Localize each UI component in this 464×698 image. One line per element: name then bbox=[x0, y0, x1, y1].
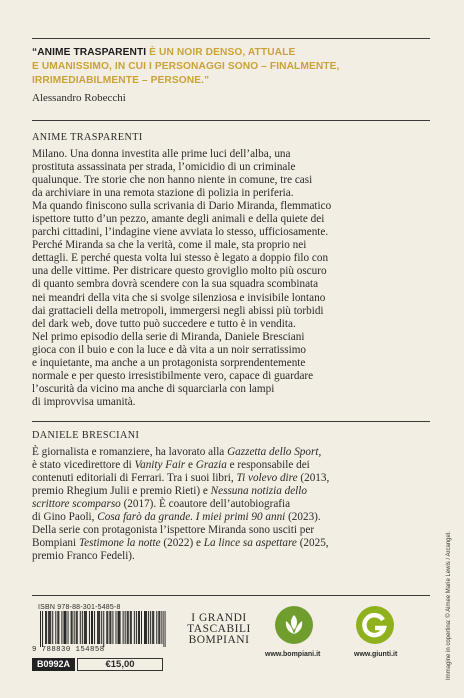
bio-text: (2023). bbox=[285, 511, 321, 524]
barcode-bar bbox=[165, 611, 166, 647]
bio-text: (2017). È coautore dell’autobiografia bbox=[120, 498, 291, 511]
barcode-bar bbox=[94, 611, 95, 644]
bio-text: (2025, bbox=[296, 537, 329, 550]
bio-title: La lince sa aspettare bbox=[203, 537, 297, 550]
synopsis-line: Nel primo episodio della serie di Miranda, Daniele Bresciani bbox=[32, 330, 305, 343]
barcode-bar bbox=[52, 611, 53, 644]
barcode-bar bbox=[159, 611, 160, 644]
barcode-bar bbox=[146, 611, 147, 644]
barcode-bar bbox=[63, 611, 64, 644]
barcode-bar bbox=[136, 611, 137, 644]
barcode-bar bbox=[49, 611, 50, 644]
bio-text: e responsabile dei bbox=[226, 459, 310, 472]
barcode-bar bbox=[80, 611, 81, 644]
bio-text: è stato vicedirettore di bbox=[32, 459, 135, 472]
barcode-digits: 9 788830 154858 bbox=[32, 646, 105, 654]
barcode-bar bbox=[119, 611, 120, 644]
barcode-bar bbox=[68, 611, 69, 644]
series-line: I GRANDI bbox=[191, 612, 247, 624]
barcode-bar bbox=[145, 611, 146, 644]
cover-credit: Immagine in copertina: © Aimee Marie Lewis / Arcangel. bbox=[446, 531, 452, 680]
quote-text-2: E UMANISSIMO, IN CUI I PERSONAGGI SONO – FINALMENTE, bbox=[32, 61, 340, 73]
bio-title: Grazia bbox=[195, 459, 227, 472]
barcode-bar bbox=[89, 611, 90, 644]
synopsis-line: dai grattacieli della metropoli, immergersi negli abissi più torbidi bbox=[32, 304, 324, 317]
barcode-bar bbox=[107, 611, 108, 644]
barcode-bar bbox=[42, 611, 43, 647]
synopsis-line: normale e per questo irresistibilmente vero, capace di guardare bbox=[32, 369, 314, 382]
footer-rule bbox=[32, 595, 430, 596]
bio-text: (2022) e bbox=[160, 537, 204, 550]
synopsis-line: da archiviare in una remota stazione di polizia in periferia. bbox=[32, 187, 294, 200]
bompiani-url: www.bompiani.it bbox=[265, 651, 321, 658]
synopsis-line: gioca con il buio e con la luce e dà vita a un noir serratissimo bbox=[32, 343, 307, 356]
barcode-bar bbox=[91, 611, 92, 644]
barcode-bar bbox=[101, 611, 102, 644]
barcode bbox=[40, 611, 166, 647]
synopsis-line: Milano. Una donna investita alle prime luci dell’alba, una bbox=[32, 148, 291, 160]
barcode-bar bbox=[112, 611, 113, 644]
barcode-bar bbox=[153, 611, 154, 644]
bio-title: Gazzetta dello Sport bbox=[227, 446, 319, 458]
barcode-bar bbox=[128, 611, 129, 644]
barcode-bar bbox=[84, 611, 85, 644]
barcode-bar bbox=[134, 611, 135, 644]
barcode-bar bbox=[85, 611, 86, 644]
barcode-bar bbox=[45, 611, 46, 644]
bompiani-logo-icon bbox=[275, 606, 313, 644]
barcode-bar bbox=[123, 611, 124, 644]
barcode-bar bbox=[48, 611, 49, 644]
bio-text: , bbox=[318, 446, 322, 458]
synopsis bbox=[32, 148, 442, 409]
top-rule bbox=[32, 38, 430, 39]
synopsis-line: prostituta assassinata per strada, l’omicidio di un criminale bbox=[32, 161, 296, 174]
quote-text-1: È UN NOIR DENSO, ATTUALE bbox=[146, 47, 296, 58]
series-logo bbox=[183, 613, 255, 646]
bio-text: di Gino Paoli, bbox=[32, 511, 98, 524]
bio-text: premio Franco Fedeli). bbox=[32, 550, 135, 563]
synopsis-line: parchi cittadini, l’indagine viene avviata lo stesso, ufficiosamente. bbox=[32, 226, 329, 239]
bio-rule bbox=[32, 421, 430, 422]
bio-text: contenuti editoriali di Ferrari. Tra i suoi libri, bbox=[32, 472, 237, 485]
barcode-bar bbox=[161, 611, 162, 644]
barcode-bar bbox=[103, 611, 104, 647]
isbn-label: ISBN 978-88-301-5485-8 bbox=[38, 604, 121, 611]
barcode-bar bbox=[77, 611, 78, 644]
quote-text-3: IRRIMEDIABILMENTE – PERSONE.” bbox=[32, 75, 210, 87]
barcode-bar bbox=[72, 611, 73, 644]
price: €15,00 bbox=[77, 658, 163, 671]
barcode-bar bbox=[152, 611, 153, 644]
barcode-bar bbox=[156, 611, 157, 644]
bio-text: premio Rhegium Julii e premio Rieti) e bbox=[32, 485, 211, 498]
bio-text: Bompiani bbox=[32, 537, 79, 550]
barcode-bar bbox=[98, 611, 99, 644]
barcode-bar bbox=[109, 611, 110, 644]
barcode-bar bbox=[125, 611, 126, 644]
bio-title: Testimone la notte bbox=[78, 537, 161, 550]
barcode-bar bbox=[106, 611, 107, 644]
barcode-bar bbox=[97, 611, 98, 644]
synopsis-line: del dark web, dove tutto può succedere e tutto è in vendita. bbox=[32, 317, 296, 330]
synopsis-line: Perché Miranda sa che la verità, come il male, sta proprio nei bbox=[32, 239, 307, 252]
barcode-bar bbox=[46, 611, 47, 644]
barcode-bar bbox=[99, 611, 100, 644]
bio-title: Nessuna notizia dello bbox=[210, 485, 307, 498]
barcode-bar bbox=[82, 611, 83, 644]
barcode-bar bbox=[110, 611, 111, 644]
bio-title: scrittore scomparso bbox=[32, 498, 121, 511]
barcode-bar bbox=[127, 611, 128, 644]
barcode-bar bbox=[64, 611, 65, 644]
synopsis-line: e inquietante, ma anche a un protagonista sorprendentemente bbox=[32, 356, 306, 369]
quote-author: Alessandro Robecchi bbox=[32, 92, 126, 104]
barcode-bar bbox=[141, 611, 142, 644]
synopsis-line: una delle vittime. Per districare questo groviglio molto più oscuro bbox=[32, 265, 327, 278]
barcode-bar bbox=[71, 611, 72, 644]
barcode-bar bbox=[40, 611, 41, 647]
giunti-logo-icon bbox=[356, 606, 394, 644]
product-code: B0992A bbox=[32, 658, 75, 671]
barcode-bar bbox=[66, 611, 67, 644]
book-title-heading: ANIME TRASPARENTI bbox=[32, 132, 143, 143]
author-bio bbox=[32, 446, 442, 563]
barcode-bar bbox=[148, 611, 149, 644]
barcode-bar bbox=[120, 611, 121, 644]
bio-text: È giornalista e romanziere, ha lavorato alla bbox=[32, 446, 228, 458]
synopsis-line: di improvvisa umanità. bbox=[32, 395, 136, 408]
barcode-bar bbox=[57, 611, 58, 644]
series-line: TASCABILI bbox=[187, 623, 251, 635]
barcode-bar bbox=[58, 611, 59, 644]
barcode-bar bbox=[139, 611, 140, 644]
giunti-url: www.giunti.it bbox=[354, 651, 398, 658]
barcode-bar bbox=[50, 611, 51, 644]
barcode-bar bbox=[138, 611, 139, 644]
barcode-bar bbox=[61, 611, 62, 644]
synopsis-line: Ma quando finiscono sulla scrivania di Dario Miranda, flemmatico bbox=[32, 200, 332, 213]
series-line: BOMPIANI bbox=[188, 634, 250, 646]
barcode-bar bbox=[131, 611, 132, 644]
barcode-bar bbox=[150, 611, 151, 644]
bio-title: Cosa farò da grande. I miei primi 90 anni bbox=[97, 511, 286, 524]
barcode-bar bbox=[74, 611, 75, 644]
synopsis-line: dettagli. E perché questa volta lui stesso è legato a doppio filo con bbox=[32, 252, 329, 265]
bio-text: e bbox=[185, 459, 196, 472]
bio-text: Della serie con protagonista l’ispettore Miranda sono usciti per bbox=[32, 524, 315, 537]
synopsis-line: ispettore tutto d’un pezzo, amante degli animali e della quiete dei bbox=[32, 213, 325, 226]
synopsis-line: nei meandri della vita che si svolge silenziosa e invisibile lontano bbox=[32, 291, 326, 304]
barcode-bar bbox=[130, 611, 131, 644]
bio-text: (2013, bbox=[297, 472, 330, 485]
middle-rule bbox=[32, 120, 430, 121]
barcode-bar bbox=[86, 611, 87, 644]
synopsis-line: qualunque. Tre storie che non hanno niente in comune, tre casi bbox=[32, 174, 313, 187]
barcode-bar bbox=[55, 611, 56, 644]
barcode-bar bbox=[76, 611, 77, 644]
quote-title: “ANIME TRASPARENTI bbox=[32, 47, 147, 58]
barcode-bar bbox=[144, 611, 145, 644]
review-quote bbox=[32, 46, 430, 89]
barcode-bar bbox=[118, 611, 119, 644]
barcode-bar bbox=[158, 611, 159, 644]
author-heading: DANIELE BRESCIANI bbox=[32, 430, 140, 441]
synopsis-line: l’oscurità da vicino ma anche di squarciarla con lampi bbox=[32, 382, 275, 395]
barcode-bar bbox=[115, 611, 116, 644]
synopsis-line: di quanto sembra dovrà scendere con la sua squadra scombinata bbox=[32, 278, 319, 291]
bio-title: Vanity Fair bbox=[134, 459, 186, 472]
barcode-bar bbox=[92, 611, 93, 644]
bio-title: Ti volevo dire bbox=[236, 472, 298, 485]
barcode-bar bbox=[163, 611, 164, 647]
